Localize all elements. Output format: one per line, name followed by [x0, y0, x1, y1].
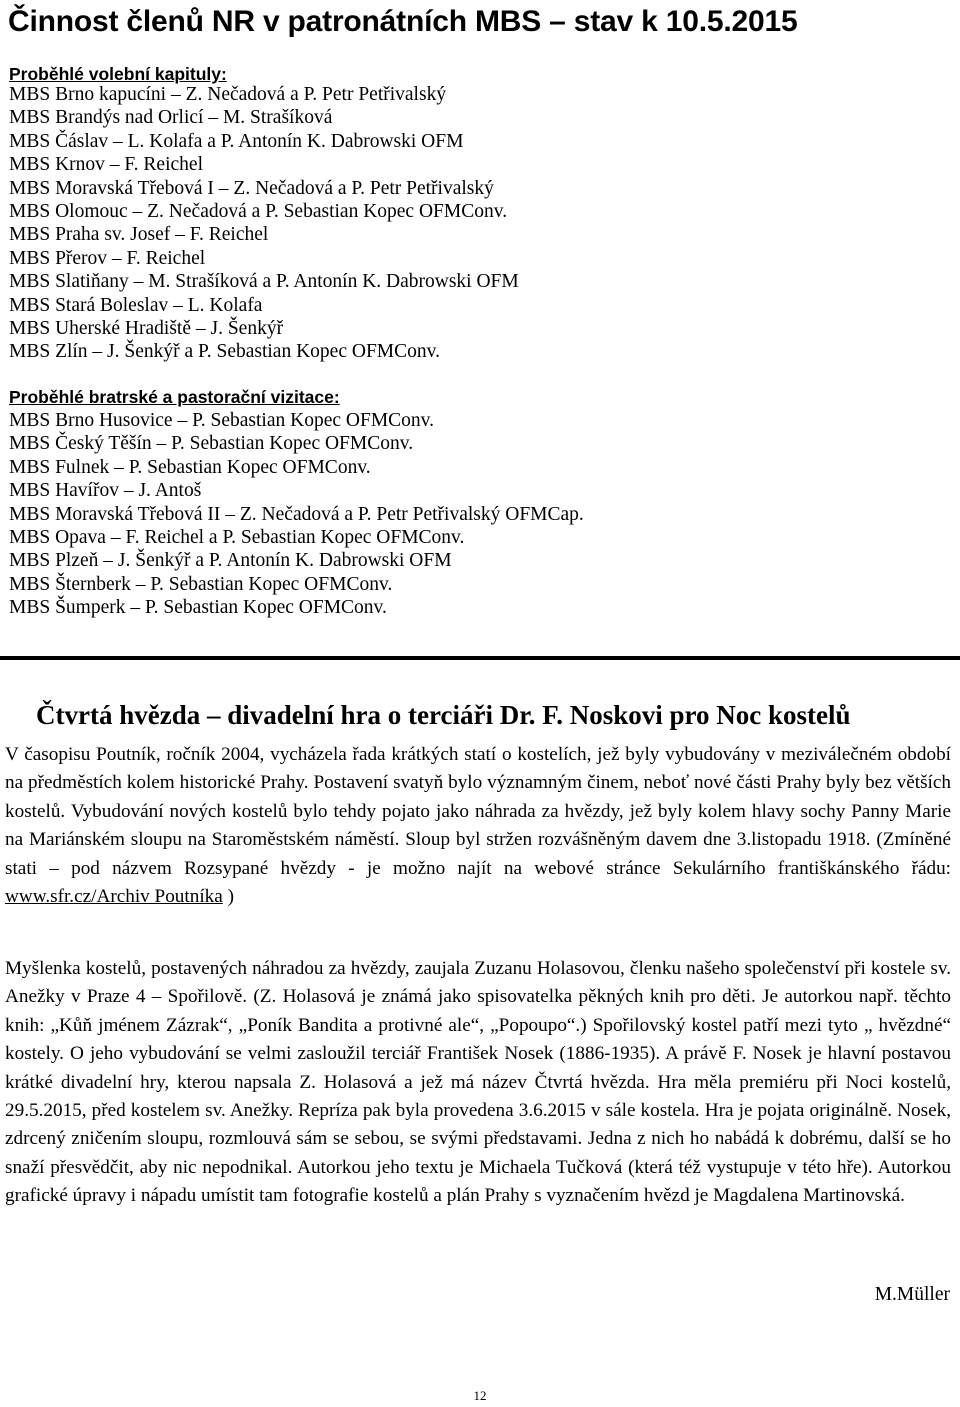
elections-item: MBS Brandýs nad Orlicí – M. Strašíková	[9, 107, 333, 129]
article-paragraph-1	[5, 741, 951, 911]
elections-item: MBS Čáslav – L. Kolafa a P. Antonín K. Dabrowski OFM	[9, 130, 464, 152]
paragraph-1-text: V časopisu Poutník, ročník 2004, vycházela řada krátkých statí o kostelích, jež byly vybudovány v meziválečném období na předměstích kolem historické Prahy. Postavení svatyň bylo významným činem, neboť nové části Prahy byly bez větších kostelů. Vybudování nových kostelů bylo tehdy pojato jako náhrada za hvězdy, jež byly kolem hlavy sochy Panny Marie na Mariánském sloupu na Staroměstském náměstí. Sloup byl stržen rozvášněným davem dne 3.listopadu 1918. (Zmíněné stati – pod názvem Rozsypané hvězdy - je možno najít na webové stránce Sekulárního františkánského řádu:	[5, 744, 951, 879]
elections-item: MBS Přerov – F. Reichel	[9, 247, 206, 269]
elections-item: MBS Stará Boleslav – L. Kolafa	[9, 294, 263, 316]
article-paragraph-2: Myšlenka kostelů, postavených náhradou za hvězdy, zaujala Zuzanu Holasovou, členku našeho společenství při kostele sv. Anežky v Praze 4 – Spořilově. (Z. Holasová je známá jako spisovatelka pěkných knih pro děti. Je autorkou např. těchto knih: „Kůň jménem Zázrak“, „Poník Bandita a protivné ale“, „Popoupo“.) Spořilovský kostel patří mezi tyto „ hvězdné“ kostely. O jeho vybudování se velmi zasloužil terciář František Nosek (1886-1935). A právě F. Nosek je hlavní postavou krátké divadelní hry, kterou napsala Z. Holasová a jež má název Čtvrtá hvězda. Hra měla premiéru při Noci kostelů, 29.5.2015, před kostelem sv. Anežky. Repríza pak byla provedena 3.6.2015 v sále kostela. Hra je pojata originálně. Nosek, zdrcený zničením sloupu, rozmlouvá sám se sebou, se svými představami. Jedna z nich ho nabádá k dobrému, další se ho snaží přesvědčit, aby nic nepodnikal. Autorkou jeho textu je Michaela Tučková (která též vystupuje v této hře). Autorkou grafické úpravy i nápadu umístit tam fotografie kostelů a plán Prahy s vyznačením hvězd je Magdalena Martinovská.	[5, 958, 951, 1207]
elections-list	[9, 83, 519, 364]
elections-item: MBS Olomouc – Z. Nečadová a P. Sebastian Kopec OFMConv.	[9, 201, 508, 223]
visitations-item: MBS Český Těšín – P. Sebastian Kopec OFMConv.	[9, 433, 414, 455]
elections-item: MBS Uherské Hradiště – J. Šenkýř	[9, 318, 284, 340]
visitations-item: MBS Fulnek – P. Sebastian Kopec OFMConv.	[9, 456, 371, 478]
visitations-item: MBS Brno Husovice – P. Sebastian Kopec OFMConv.	[9, 410, 435, 431]
visitations-item: MBS Opava – F. Reichel a P. Sebastian Kopec OFMConv.	[9, 527, 465, 549]
elections-item: MBS Brno kapucíni – Z. Nečadová a P. Petr Petřivalský	[9, 84, 447, 105]
visitations-item: MBS Havířov – J. Antoš	[9, 480, 202, 502]
visitations-item: MBS Plzeň – J. Šenkýř a P. Antonín K. Dabrowski OFM	[9, 550, 452, 572]
archive-link[interactable]: www.sfr.cz/Archiv Poutníka	[5, 886, 223, 908]
visitations-item: MBS Šumperk – P. Sebastian Kopec OFMConv.	[9, 597, 387, 619]
author-signature: M.Müller	[874, 1284, 950, 1305]
paragraph-1-end: )	[222, 886, 234, 908]
page-number: 12	[473, 1388, 487, 1403]
section-divider	[0, 656, 960, 660]
visitations-item: MBS Moravská Třebová II – Z. Nečadová a P. Petr Petřivalský OFMCap.	[9, 503, 584, 525]
elections-item: MBS Zlín – J. Šenkýř a P. Sebastian Kopec OFMConv.	[9, 341, 440, 363]
article-title: Čtvrtá hvězda – divadelní hra o terciáři Dr. F. Noskovi pro Noc kostelů	[36, 700, 851, 730]
elections-item: MBS Krnov – F. Reichel	[9, 154, 203, 176]
page-title: Činnost členů NR v patronátních MBS – stav k 10.5.2015	[8, 5, 798, 38]
elections-heading: Proběhlé volební kapituly:	[9, 64, 227, 84]
visitations-item: MBS Šternberk – P. Sebastian Kopec OFMConv.	[9, 573, 393, 595]
visitations-heading: Proběhlé bratrské a pastorační vizitace:	[9, 387, 340, 407]
elections-item: MBS Moravská Třebová I – Z. Nečadová a P. Petr Petřivalský	[9, 177, 494, 199]
visitations-list	[9, 409, 584, 620]
elections-item: MBS Praha sv. Josef – F. Reichel	[9, 224, 269, 246]
elections-item: MBS Slatiňany – M. Strašíková a P. Antonín K. Dabrowski OFM	[9, 271, 519, 293]
